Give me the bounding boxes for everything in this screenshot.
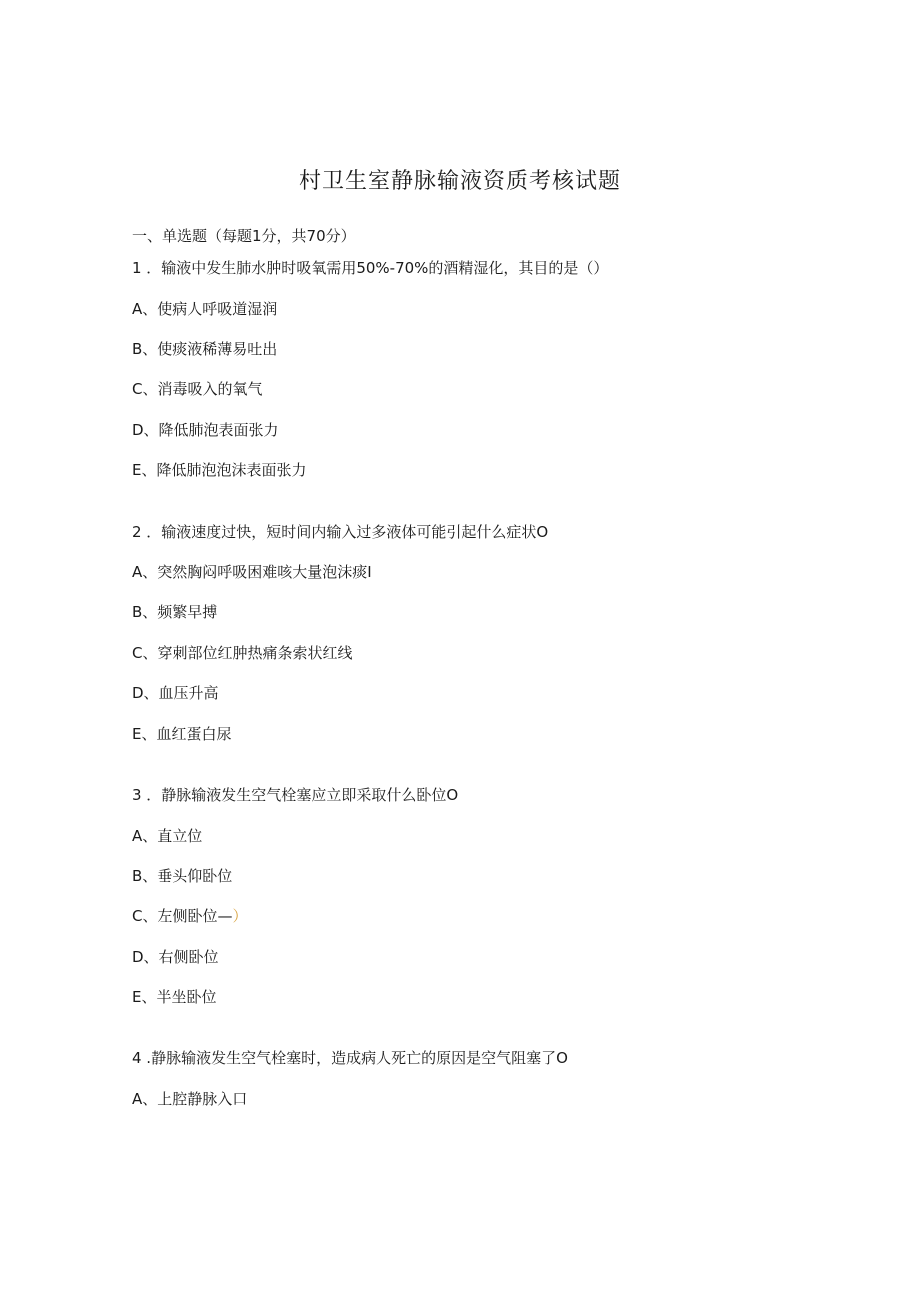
question-3-option-a: A、直立位	[132, 827, 203, 845]
question-3-option-d: D、右侧卧位	[132, 948, 219, 966]
question-3-option-c-mark: ）	[232, 907, 248, 925]
question-3-option-c-row	[132, 906, 248, 926]
question-2-option-a: A、突然胸闷呼吸困难咳大量泡沫痰I	[132, 563, 372, 581]
question-4-stem: 4 .静脉输液发生空气栓塞时，造成病人死亡的原因是空气阻塞了O	[132, 1049, 568, 1067]
question-2-option-c: C、穿刺部位红肿热痛条索状红线	[132, 644, 353, 662]
page-title: 村卫生室静脉输液资质考核试题	[298, 169, 621, 194]
question-2-option-d: D、血压升高	[132, 684, 219, 702]
question-2-option-b: B、频繁早搏	[132, 603, 218, 621]
question-3-option-b: B、垂头仰卧位	[132, 867, 233, 885]
question-3-option-c: C、左侧卧位—	[132, 907, 233, 925]
question-1-option-e: E、降低肺泡泡沫表面张力	[132, 461, 307, 479]
question-1-option-b: B、使痰液稀薄易吐出	[132, 340, 278, 358]
question-1-option-a: A、使病人呼吸道湿润	[132, 300, 278, 318]
question-2-stem: 2 ．输液速度过快，短时间内输入过多液体可能引起什么症状O	[132, 523, 549, 541]
question-1-option-d: D、降低肺泡表面张力	[132, 421, 279, 439]
question-1-stem: 1 ．输液中发生肺水肿时吸氧需用50%-70%的酒精湿化，其目的是（）	[132, 259, 609, 277]
question-3-option-e: E、半坐卧位	[132, 988, 217, 1006]
question-3-stem: 3 ．静脉输液发生空气栓塞应立即采取什么卧位O	[132, 786, 459, 804]
question-1-option-c: C、消毒吸入的氧气	[132, 380, 263, 398]
question-4-option-a: A、上腔静脉入口	[132, 1090, 248, 1108]
question-2-option-e: E、血红蛋白尿	[132, 725, 232, 743]
section-heading: 一、单选题（每题1分，共70分）	[132, 227, 356, 245]
